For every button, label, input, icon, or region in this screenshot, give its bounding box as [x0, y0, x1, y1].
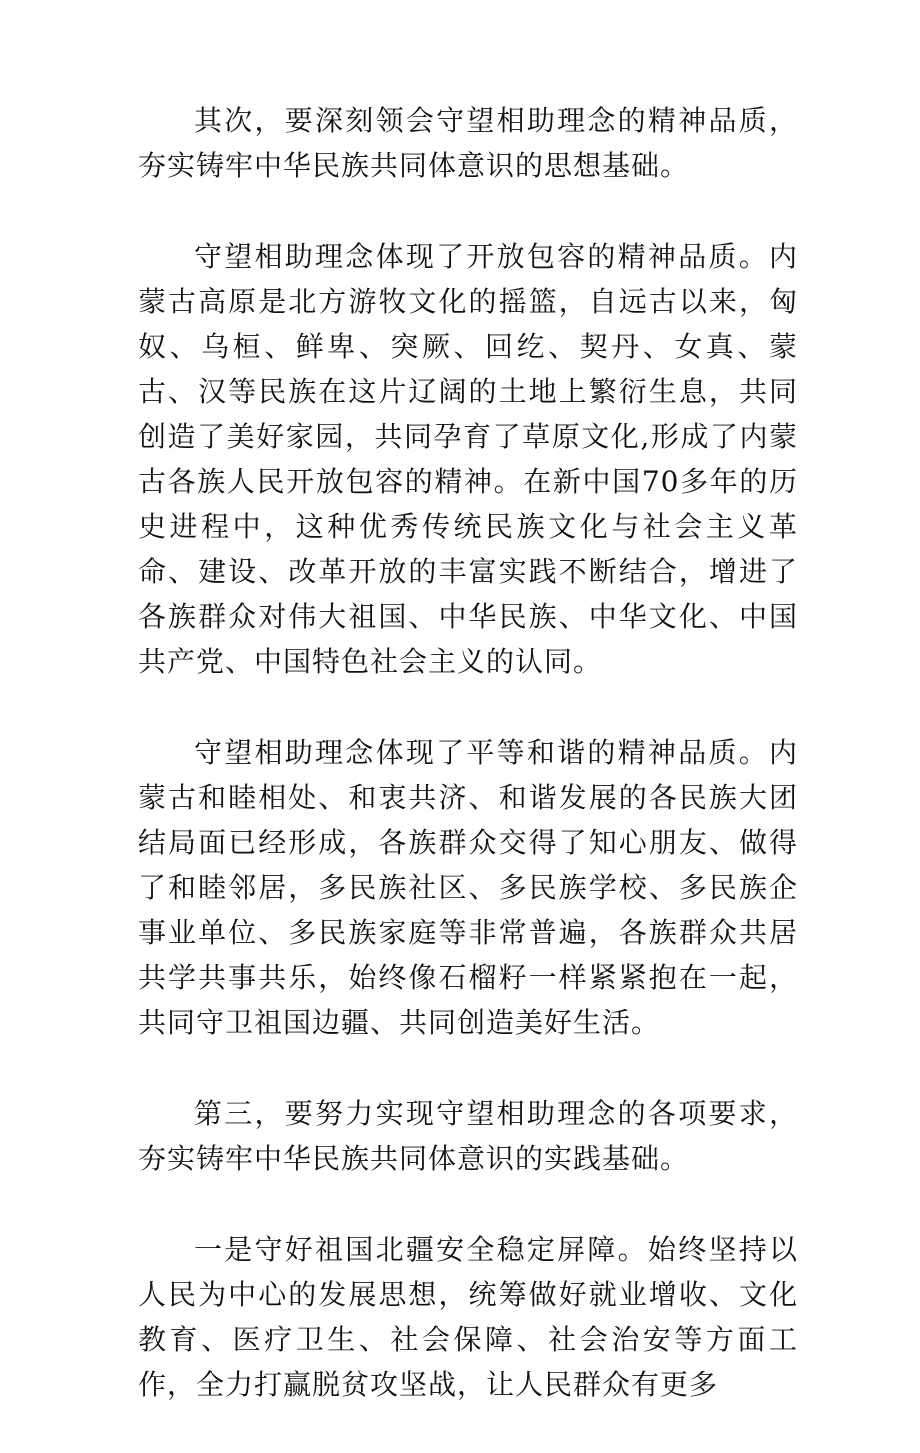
document-body — [138, 98, 798, 1453]
paragraph-2: 守望相助理念体现了开放包容的精神品质。内蒙古高原是北方游牧文化的摇篮，自远古以来，匈奴、乌桓、鲜卑、突厥、回纥、契丹、女真、蒙古、汉等民族在这片辽阔的土地上繁衍生息，共同创造了美好家园，共同孕育了草原文化,形成了内蒙古各族人民开放包容的精神。在新中国70多年的历史进程中，这种优秀传统民族文化与社会主义革命、建设、改革开放的丰富实践不断结合，增进了各族群众对伟大祖国、中华民族、中华文化、中国共产党、中国特色社会主义的认同。 — [138, 240, 798, 678]
paragraph-3: 守望相助理念体现了平等和谐的精神品质。内蒙古和睦相处、和衷共济、和谐发展的各民族大团结局面已经形成，各族群众交得了知心朋友、做得了和睦邻居，多民族社区、多民族学校、多民族企事业单位、多民族家庭等非常普遍，各族群众共居共学共事共乐，始终像石榴籽一样紧紧抱在一起，共同守卫祖国边疆、共同创造美好生活。 — [138, 736, 798, 1039]
paragraph-5: 一是守好祖国北疆安全稳定屏障。始终坚持以人民为中心的发展思想，统筹做好就业增收、文化教育、医疗卫生、社会保障、社会治安等方面工作，全力打赢脱贫攻坚战，让人民群众有更多 — [138, 1233, 798, 1401]
paragraph-4: 第三，要努力实现守望相助理念的各项要求，夯实铸牢中华民族共同体意识的实践基础。 — [138, 1097, 798, 1175]
paragraph-1: 其次，要深刻领会守望相助理念的精神品质，夯实铸牢中华民族共同体意识的思想基础。 — [138, 104, 798, 182]
